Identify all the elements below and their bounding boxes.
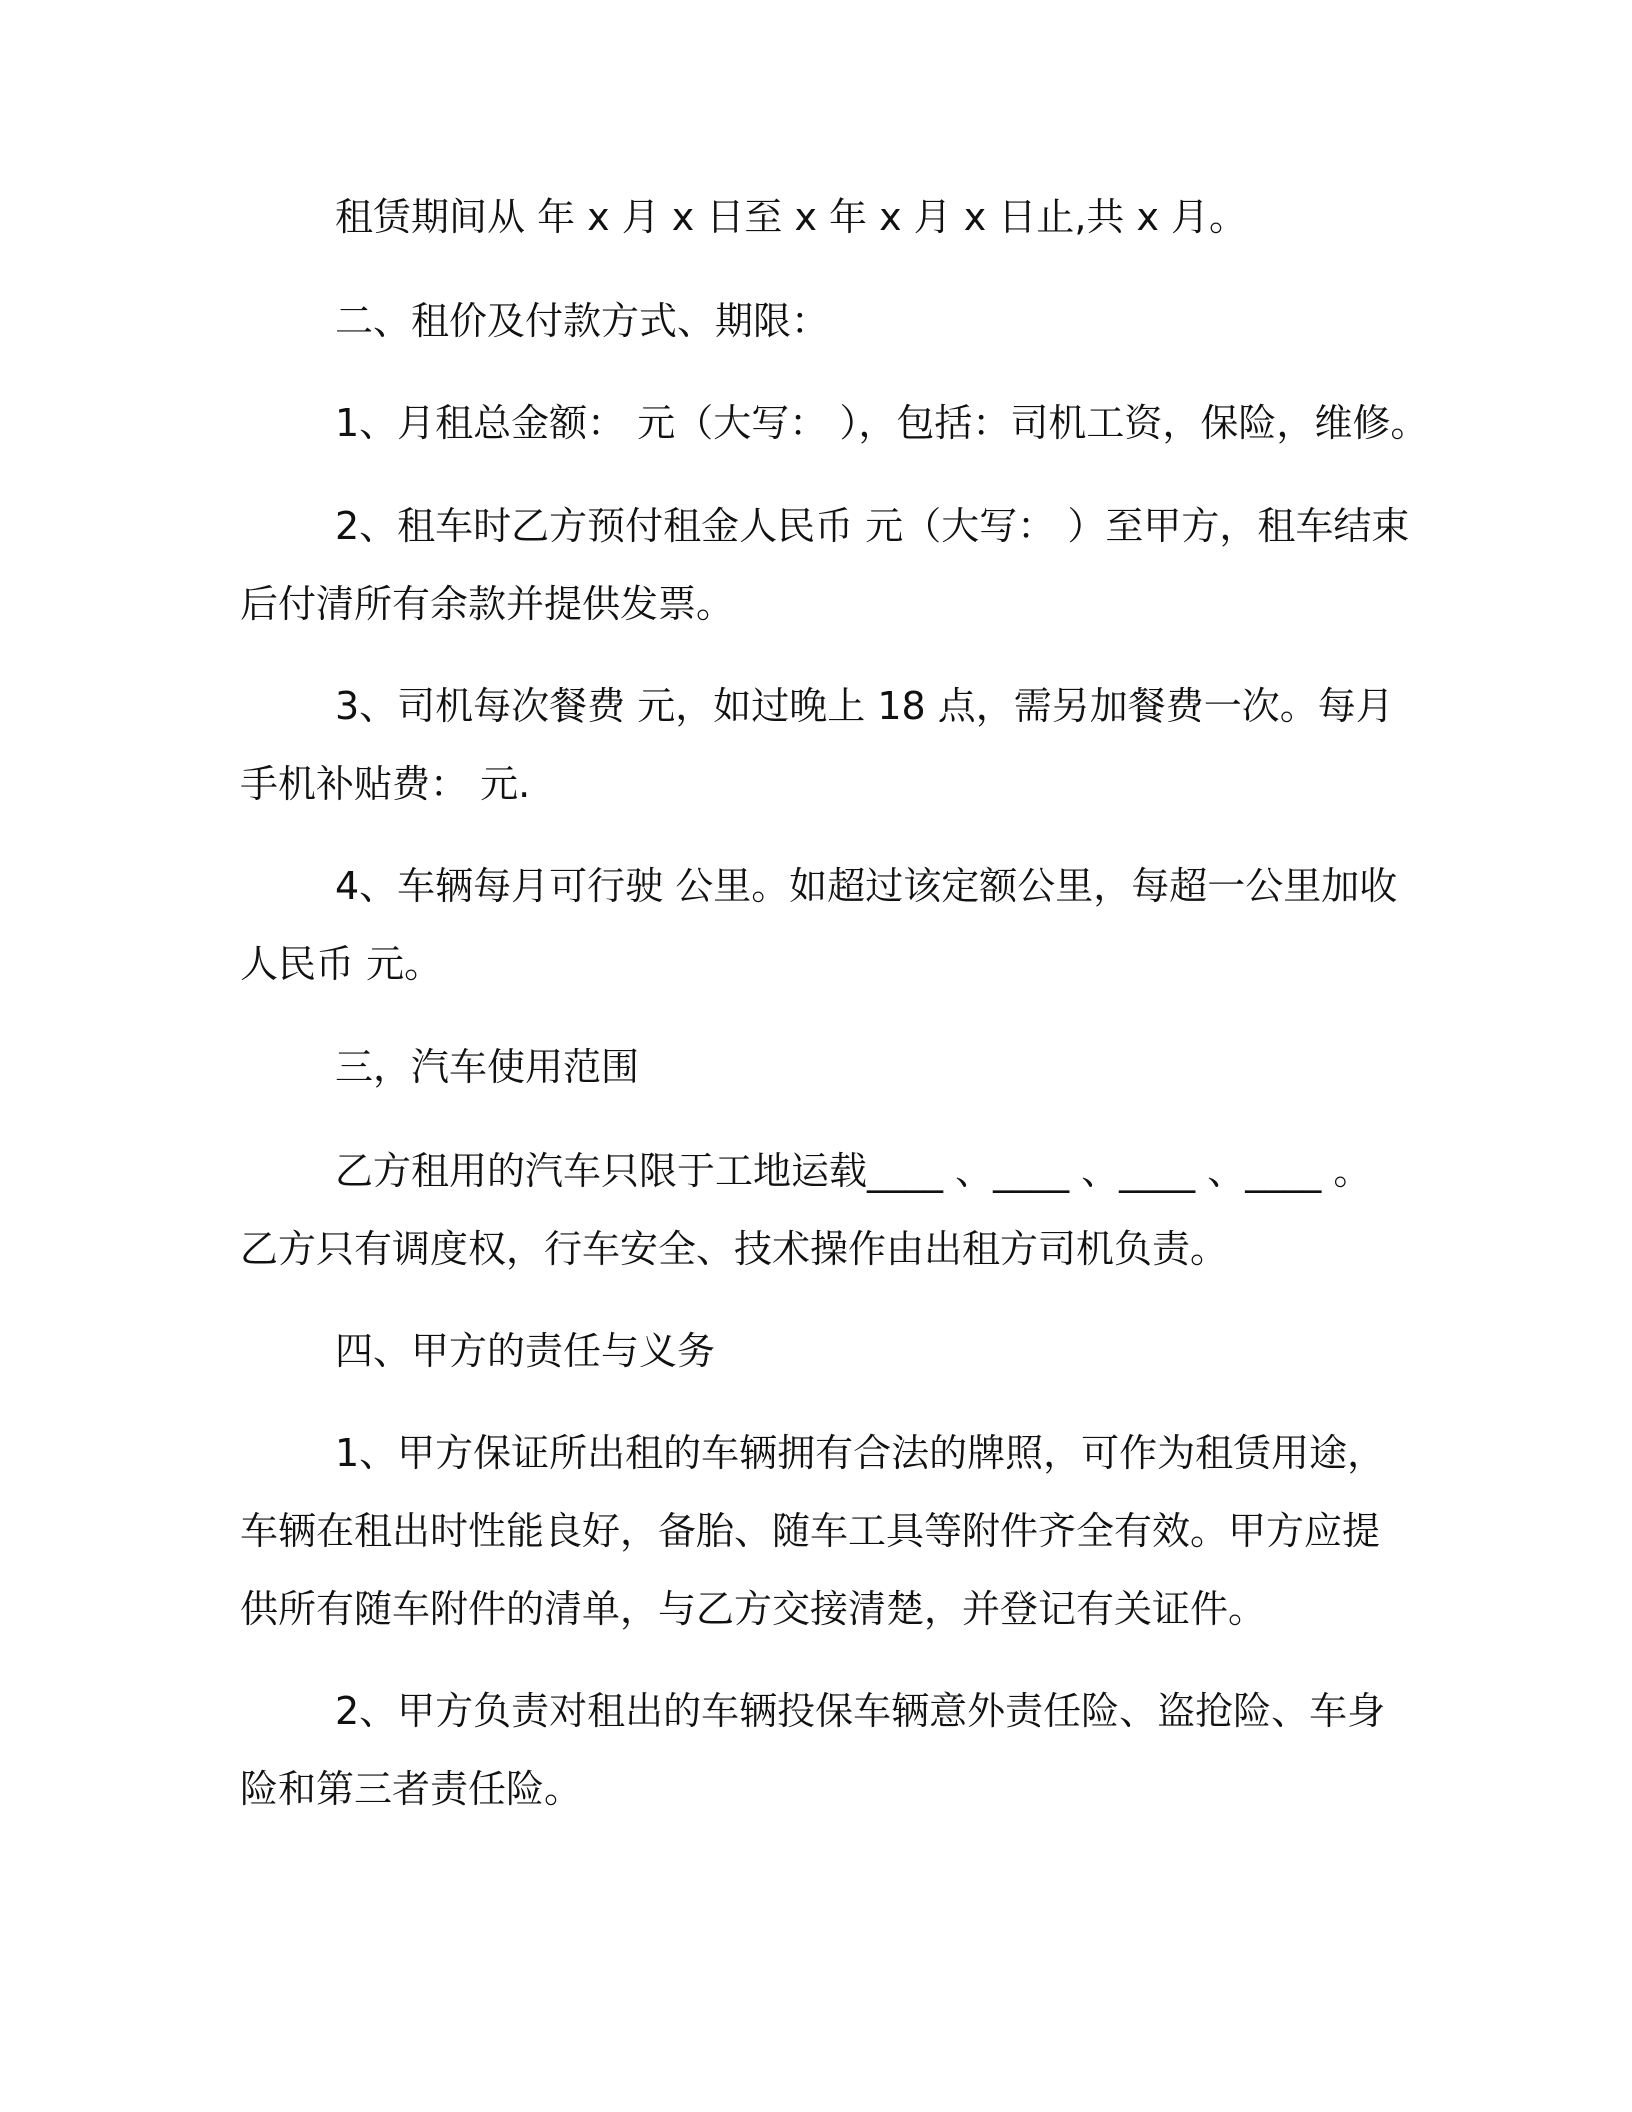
text-line: 4、车辆每月可行驶 公里。如超过该定额公里，每超一公里加收 (335, 864, 1398, 908)
text-line: 三，汽车使用范围 (335, 1045, 640, 1089)
text-line: 车辆在租出时性能良好，备胎、随车工具等附件齐全有效。甲方应提 (240, 1509, 1381, 1553)
text-line: 手机补贴费： 元. (240, 762, 531, 806)
text-line: 险和第三者责任险。 (240, 1767, 583, 1811)
text-line: 3、司机每次餐费 元，如过晚上 18 点，需另加餐费一次。每月 (335, 684, 1394, 728)
clause-prepayment (240, 487, 1410, 643)
text-line: 1、甲方保证所出租的车辆拥有合法的牌照，可作为租赁用途， (335, 1431, 1386, 1475)
text-line: 乙方租用的汽车只限于工地运载____ 、____ 、____ 、____ 。 (335, 1149, 1372, 1193)
paragraph-lease-period (240, 178, 1400, 256)
text-line: 乙方只有调度权，行车安全、技术操作由出租方司机负责。 (240, 1227, 1229, 1271)
section-heading-lessor-duties (240, 1312, 1400, 1390)
clause-insurance (240, 1672, 1400, 1828)
clause-monthly-rent (240, 384, 1429, 462)
text-line: 2、甲方负责对租出的车辆投保车辆意外责任险、盗抢险、车身 (335, 1689, 1386, 1733)
text-line: 四、甲方的责任与义务 (335, 1329, 716, 1373)
section-heading-usage-scope (240, 1028, 1400, 1106)
clause-vehicle-guarantee (240, 1414, 1400, 1648)
text-line: 1、月租总金额： 元（大写： ），包括：司机工资，保险，维修。 (335, 401, 1429, 445)
text-line: 二、租价及付款方式、期限： (335, 299, 830, 343)
clause-mileage (240, 847, 1400, 1003)
text-line: 2、租车时乙方预付租金人民币 元（大写： ）至甲方，租车结束 (335, 504, 1410, 548)
clause-meal-fee (240, 667, 1400, 823)
text-line: 后付清所有余款并提供发票。 (240, 582, 735, 626)
text-line: 租赁期间从 年 x 月 x 日至 x 年 x 月 x 日止,共 x 月。 (335, 195, 1248, 239)
text-line: 供所有随车附件的清单，与乙方交接清楚，并登记有关证件。 (240, 1587, 1267, 1631)
text-line: 人民币 元。 (240, 942, 443, 986)
clause-usage-scope (240, 1132, 1400, 1288)
section-heading-pricing (240, 282, 1400, 360)
